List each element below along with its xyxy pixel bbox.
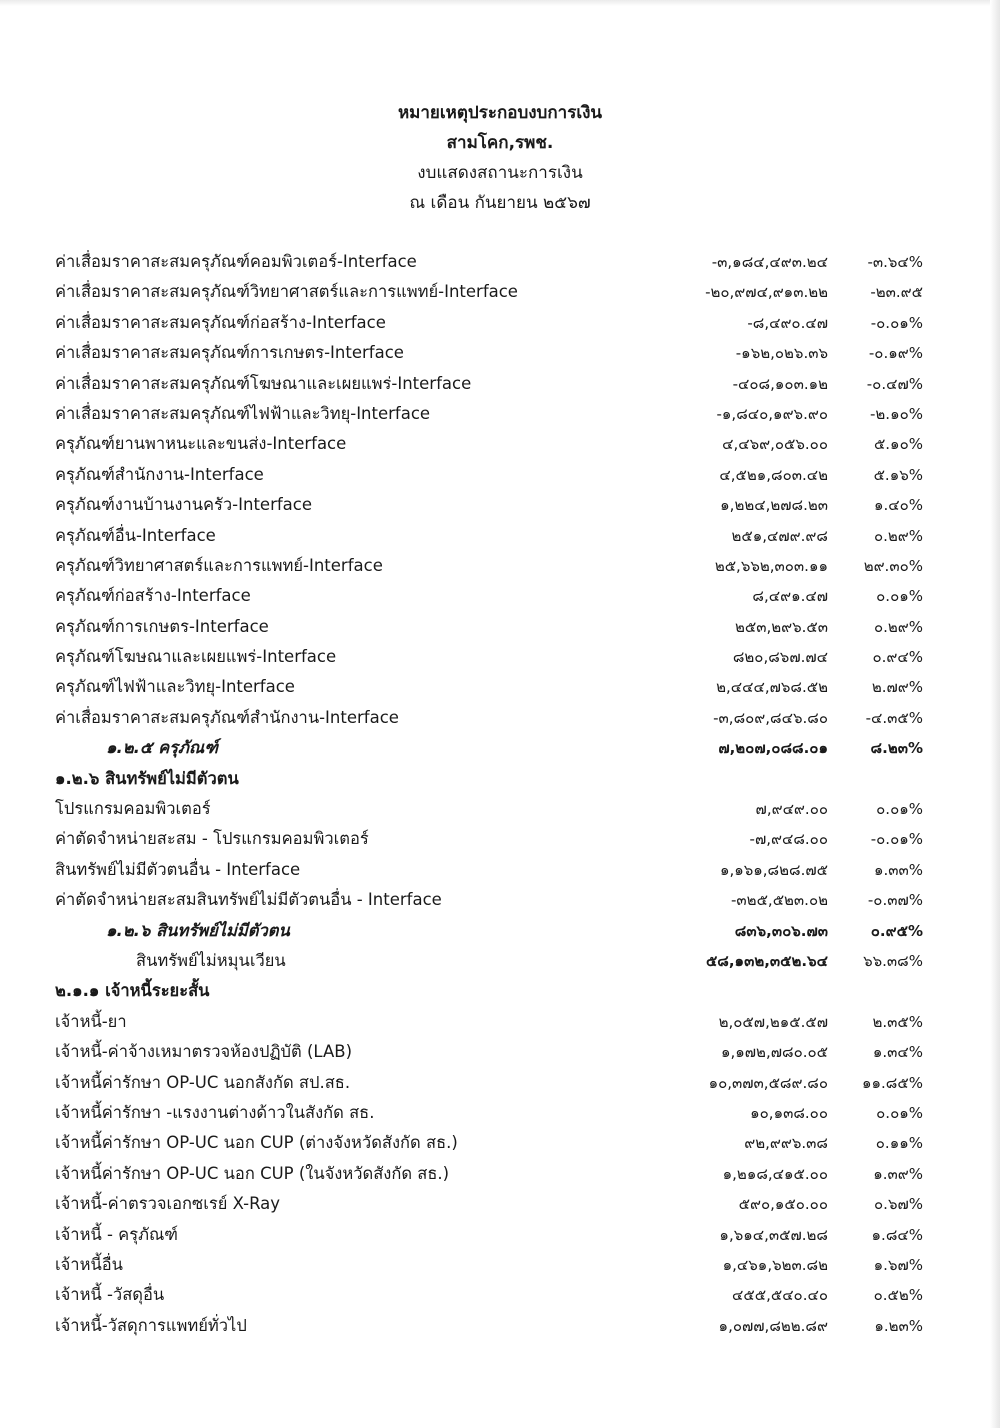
row-percentage: ๑.๒๓% [874,1316,923,1335]
row-percentage: -๒๓.๙๕ [870,283,923,302]
row-amount: ๔,๔๖๙,๐๕๖.๐๐ [722,435,828,454]
row-percentage: ๒.๓๕% [872,1012,923,1031]
row-percentage: ๑.๓๓% [873,860,923,879]
row-label: เจ้าหนี้ - ครุภัณฑ์ [55,1224,178,1244]
statement-row [0,1250,1000,1280]
statement-row [0,247,1000,277]
row-label: ครุภัณฑ์ไฟฟ้าและวิทยุ-Interface [55,677,295,697]
row-label: เจ้าหนี้-วัสดุการแพทย์ทั่วไป [55,1315,247,1335]
statement-row [0,1311,1000,1341]
statement-row [0,1220,1000,1250]
subtotal-row [0,733,1000,763]
section-heading-row [0,976,1000,1006]
statement-row [0,1068,1000,1098]
row-amount: ๒๕๑,๔๗๙.๙๘ [731,526,828,545]
row-label: ค่าเสื่อมราคาสะสมครุภัณฑ์ก่อสร้าง-Interface [55,312,386,332]
row-amount: -๑,๘๔๐,๑๙๖.๙๐ [716,404,828,423]
row-amount: ๙๒,๙๙๖.๓๘ [744,1134,828,1153]
row-label: โปรแกรมคอมพิวเตอร์ [55,799,211,819]
row-percentage: -๐.๓๗% [867,891,923,910]
row-amount: ๑๐,๑๓๘.๐๐ [750,1103,828,1122]
row-label: ครุภัณฑ์การเกษตร-Interface [55,616,269,636]
statement-row [0,612,1000,642]
row-amount: ๑,๑๗๒,๗๘๐.๐๕ [720,1043,828,1062]
row-label: ครุภัณฑ์อื่น-Interface [55,525,216,545]
statement-row [0,338,1000,368]
total-row [0,946,1000,976]
statement-row [0,1159,1000,1189]
row-amount: ๕๘,๑๓๒,๓๕๒.๖๔ [705,951,828,970]
row-percentage: ๕.๑๐% [873,435,923,454]
row-percentage: ๑.๓๙% [873,1164,923,1183]
statement-row [0,1189,1000,1219]
row-amount: ๔๕๕,๕๔๐.๔๐ [732,1286,828,1305]
row-percentage: ๒๙.๓๐% [863,556,923,575]
statement-row [0,885,1000,915]
row-label: เจ้าหนี้ค่ารักษา OP-UC นอกสังกัด สป.สธ. [55,1072,351,1092]
row-label: ค่าเสื่อมราคาสะสมครุภัณฑ์ไฟฟ้าและวิทยุ-Interface [55,403,431,423]
row-label: เจ้าหนี้ -วัสดุอื่น [55,1285,165,1305]
header-title: หมายเหตุประกอบงบการเงิน [397,103,603,123]
row-percentage: ๐.๐๑% [876,587,923,606]
row-amount: ๒๕๓,๒๙๖.๕๓ [734,617,828,636]
statement-row [0,551,1000,581]
row-amount: ๘๓๖,๓๐๖.๗๓ [734,921,828,940]
row-amount: -๓,๑๘๔,๔๙๓.๒๔ [711,253,828,271]
row-label: ครุภัณฑ์วิทยาศาสตร์และการแพทย์-Interface [55,555,383,575]
row-percentage: ๑.๘๔% [871,1225,923,1244]
row-amount: -๓,๘๐๙,๘๔๖.๘๐ [713,708,828,727]
row-amount: ๑,๖๑๔,๓๕๗.๒๘ [719,1225,828,1244]
row-label: ครุภัณฑ์งานบ้านงานครัว-Interface [55,495,312,515]
row-amount: -๘,๔๙๐.๔๗ [747,313,828,332]
row-percentage: ๘.๒๓% [870,739,923,758]
row-label: ครุภัณฑ์โฆษณาและเผยแพร่-Interface [55,647,337,667]
statement-row [0,703,1000,733]
row-percentage: -๔.๓๕% [865,708,923,727]
row-label: ค่าเสื่อมราคาสะสมครุภัณฑ์สำนักงาน-Interface [55,707,399,727]
row-percentage: ๐.๐๑% [876,800,923,819]
section-heading-row [0,764,1000,794]
row-label: เจ้าหนี้อื่น [55,1254,123,1274]
row-percentage: ๑๑.๘๕% [862,1073,923,1092]
row-label: ครุภัณฑ์ก่อสร้าง-Interface [55,586,251,606]
subtotal-row [0,916,1000,946]
row-label: เจ้าหนี้ค่ารักษา OP-UC นอก CUP (ต่างจังหวัดสังกัด สธ.) [55,1133,458,1153]
row-percentage: ๑.๔๐% [873,496,923,515]
statement-row [0,642,1000,672]
statement-row [0,460,1000,490]
row-percentage: ๐.๐๑% [876,1103,923,1122]
row-amount: ๑,๔๖๑,๖๒๓.๘๒ [722,1255,828,1274]
row-percentage: ๐.๙๔% [872,648,923,667]
document-header [0,98,1000,218]
row-label: ๒.๑.๑ เจ้าหนี้ระยะสั้น [55,981,210,1001]
row-amount: ๔,๕๒๑,๘๐๓.๔๒ [719,465,828,484]
row-percentage: -๐.๐๑% [870,313,923,332]
row-percentage: -๓.๖๔% [867,253,923,271]
row-amount: -๓๒๕,๕๒๓.๐๒ [731,891,828,910]
row-amount: ๑,๑๖๑,๘๒๘.๗๕ [719,860,828,879]
statement-row [0,581,1000,611]
statement-row [0,824,1000,854]
row-label: ครุภัณฑ์สำนักงาน-Interface [55,464,264,484]
scan-shadow-top [0,0,1000,6]
header-period: ณ เดือน กันยายน ๒๕๖๗ [409,193,591,213]
row-percentage: ๐.๙๕% [870,921,923,940]
row-label: เจ้าหนี้-ค่าตรวจเอกซเรย์ X-Ray [55,1194,281,1214]
statement-row [0,490,1000,520]
statement-row [0,1098,1000,1128]
row-label: เจ้าหนี้-ยา [55,1011,127,1031]
row-amount: ๑,๒๒๔,๒๗๘.๒๓ [720,496,828,515]
statement-row [0,308,1000,338]
statement-row [0,429,1000,459]
row-amount: ๕๙๐,๑๕๐.๐๐ [738,1195,828,1214]
statement-rows [0,247,1000,1341]
row-label: สินทรัพย์ไม่หมุนเวียน [136,950,286,970]
row-amount: ๘๒๐,๘๖๗.๗๔ [732,648,828,667]
row-amount: ๗,๙๔๙.๐๐ [755,800,828,819]
statement-row [0,399,1000,429]
statement-row [0,672,1000,702]
row-label: ๑.๒.๕ ครุภัณฑ์ [106,738,218,758]
statement-row [0,1037,1000,1067]
statement-row [0,794,1000,824]
statement-row [0,277,1000,307]
row-label: เจ้าหนี้ค่ารักษา -แรงงานต่างด้าวในสังกัด สธ. [55,1102,375,1122]
statement-row [0,1280,1000,1310]
statement-row [0,521,1000,551]
row-label: ค่าเสื่อมราคาสะสมครุภัณฑ์วิทยาศาสตร์และการแพทย์-Interface [55,282,518,302]
row-percentage: ๒.๗๙% [871,678,923,697]
row-percentage: -๐.๑๙% [868,344,923,363]
row-amount: ๗,๒๐๗,๐๘๘.๐๑ [718,739,828,758]
row-percentage: ๑.๓๔% [872,1043,923,1062]
header-organization: สามโคก,รพช. [446,133,554,153]
row-label: เจ้าหนี้ค่ารักษา OP-UC นอก CUP (ในจังหวัดสังกัด สธ.) [55,1163,450,1183]
row-amount: ๘,๔๙๑.๔๗ [752,587,828,606]
row-percentage: ๑.๖๗% [873,1255,923,1274]
row-amount: -๗,๙๔๘.๐๐ [749,830,828,849]
row-amount: -๒๐,๙๗๔,๙๑๓.๒๒ [705,283,828,302]
row-percentage: ๐.๖๗% [874,1195,923,1214]
row-amount: ๒,๔๔๔,๗๖๘.๕๒ [716,678,828,697]
row-amount: ๑,๐๗๗,๘๒๒.๘๙ [718,1316,828,1335]
row-percentage: ๖๖.๓๘% [863,951,923,970]
row-amount: ๑,๒๑๘,๔๑๕.๐๐ [722,1164,828,1183]
row-percentage: ๕.๑๖% [873,465,923,484]
row-percentage: -๒.๑๐% [870,404,923,423]
row-percentage: ๐.๑๑% [875,1134,923,1153]
statement-row [0,855,1000,885]
row-amount: ๒๕,๖๖๒,๓๐๓.๑๑ [714,556,828,575]
row-label: ครุภัณฑ์ยานพาหนะและขนส่ง-Interface [55,434,347,454]
statement-row [0,1128,1000,1158]
row-amount: ๒,๐๕๗,๒๑๕.๕๗ [718,1012,828,1031]
row-label: ๑.๒.๖ สินทรัพย์ไม่มีตัวตน [106,920,290,940]
row-label: สินทรัพย์ไม่มีตัวตนอื่น - Interface [55,859,301,879]
row-amount: -๔๐๘,๑๐๓.๑๒ [732,374,828,393]
row-label: ค่าเสื่อมราคาสะสมครุภัณฑ์คอมพิวเตอร์-Interface [55,252,417,271]
row-label: ค่าเสื่อมราคาสะสมครุภัณฑ์โฆษณาและเผยแพร่-Interface [55,373,472,393]
row-percentage: -๐.๐๑% [870,830,923,849]
row-percentage: ๐.๒๙% [873,526,923,545]
statement-row [0,1007,1000,1037]
row-percentage: ๐.๒๙% [873,617,923,636]
row-percentage: ๐.๕๒% [873,1286,923,1305]
row-label: ค่าตัดจำหน่ายสะสมสินทรัพย์ไม่มีตัวตนอื่น - Interface [55,890,442,910]
row-amount: ๑๐,๓๗๓,๕๘๙.๘๐ [708,1073,828,1092]
statement-row [0,369,1000,399]
row-amount: -๑๖๒,๐๒๖.๓๖ [735,344,828,363]
row-label: เจ้าหนี้-ค่าจ้างเหมาตรวจห้องปฏิบัติ (LAB) [55,1042,353,1062]
row-label: ค่าตัดจำหน่ายสะสม - โปรแกรมคอมพิวเตอร์ [55,829,369,849]
header-statement-name: งบแสดงสถานะการเงิน [417,163,583,183]
row-percentage: -๐.๔๗% [866,374,923,393]
row-label: ๑.๒.๖ สินทรัพย์ไม่มีตัวตน [55,768,239,788]
row-label: ค่าเสื่อมราคาสะสมครุภัณฑ์การเกษตร-Interface [55,343,404,363]
